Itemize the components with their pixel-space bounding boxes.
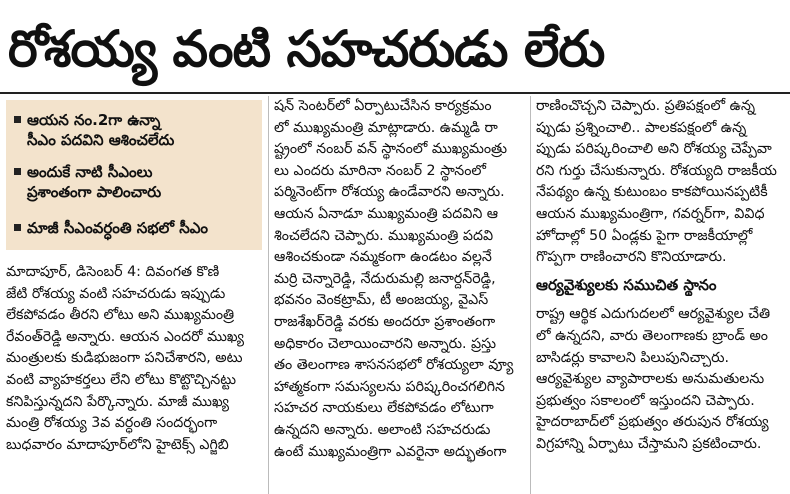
highlight-3: మాజీ సీఎంవర్ధంతి సభలో సీఎం [6,218,208,238]
text-line: రాజశేఖర్‌రెడ్డి వరకు అందరూ ప్రశాంతంగా [274,313,496,330]
text-line: సహచర నాయకులు లేకపోవడం లోటుగా [274,400,494,417]
headline: రోశయ్య వంటి సహచరుడు లేరు [8,20,605,78]
text-line: రాష్ట్ర ఆర్థిక ఎదుగుదలలో ఆర్యవైశ్యుల చేతి [536,306,771,323]
text-line: జేటి రోశయ్య వంటి సహచరుడు ఇప్పుడు [6,285,226,302]
text-line: ఉన్నదని అన్నారు. అలాంటి సహచరుడు [274,421,491,438]
text-line: గొప్పగా రాణించారని కొనియాడారు. [536,249,727,266]
column-divider [530,96,531,494]
column-2-text [274,96,526,463]
text-line: ఆశించకుండా నమ్మకంగా ఉండటం వల్లనే [274,249,492,266]
text-line: బుధవారం మాదాపూర్‌లోని హైటెక్స్ ఎగ్జిబి [6,436,229,453]
text-line: హైదరాబాద్‌లో ప్రభుత్వం తరుపున రోశయ్య [536,414,769,431]
text-line: ఆర్యవైశ్యుల వ్యాపారాలకు అనుమతులను [536,371,765,388]
text-line: రాణించొచ్చని చెప్పారు. ప్రతిపక్షంలో ఉన్న [536,98,756,114]
bullet-icon [14,168,21,175]
text-line: ప్పుడు ప్రశ్నించాలి.. పాలకపక్షంలో ఉన్న [536,119,747,136]
column-3-text-top [536,96,786,269]
highlights-box [6,100,262,250]
column-1 [6,96,264,494]
text-line: మర్రి చెన్నారెడ్డి, నేదురుమల్లి జనార్దన్‌రెడ్డి, [274,270,496,287]
text-line: నేపథ్యం ఉన్న కుటుంబం కాకపోయినప్పటికీ [536,184,768,201]
text-line: హోదాల్లో 50 ఏండ్లకు పైగా రాజకీయాల్లో [536,227,753,244]
subheading: ఆర్యవైశ్యులకు సముచిత స్థానం [536,275,717,294]
text-line: కనిపిస్తున్నదని పేర్కొన్నారు. మాజీ ముఖ్య [6,393,230,410]
bullet-icon [14,224,21,231]
text-line: మంత్రులకు కుడిభుజంగా పనిచేశారని, అటు [6,350,243,367]
text-line: శించలేదని చెప్పారు. ముఖ్యమంత్రి పదవి [274,227,494,244]
text-line: పర్మినెంట్‌గా రోశయ్య ఉండేవారని అన్నారు. [274,184,505,201]
text-line: మంత్రి రోశయ్య 3వ వర్ధంతి సందర్భంగా [6,415,218,432]
text-line: వంటి వ్యాహకర్తలు లేని లోటు కొట్టొచ్చినట్టు [6,371,237,388]
text-line: లేకపోవడం తీరని లోటు అని ముఖ్యమంత్రి [6,307,235,324]
text-line: షన్ సెంటర్‌లో ఏర్పాటుచేసిన కార్యక్రమం [274,98,492,114]
text-line: బాసిడర్లు కావాలని పిలుపునిచ్చారు. [536,349,730,366]
text-line: ఉంటే ముఖ్యమంత్రిగా ఎవరైనా అద్భుతంగా [274,443,507,460]
text-line: ప్పుడు పరిష్కరించాలి అని రోశయ్య చెప్పేవా [536,141,772,158]
text-line: తం తెలంగాణ శాసనసభలో రోశయ్యలా వ్యూ [274,357,514,374]
column-divider [268,96,269,494]
text-line: అధికారం చెలాయించారని అన్నారు. ప్రస్తు [274,335,496,352]
column-3 [536,96,786,494]
text-line: రేవంత్‌రెడ్డి అన్నారు. ఆయన ఎందరో ముఖ్య [6,328,244,345]
text-line: లో ఉన్నదని, వారు తెలంగాణకు బ్రాండ్ అం [536,327,768,344]
text-line: ఆయన ముఖ్యమంత్రిగా, గవర్నర్‌గా, వివిధ [536,205,765,222]
column-1-text [6,262,264,456]
text-line: ష్ట్రంలో నంబర్ వన్ స్థానంలో ముఖ్యమంత్రు [274,141,508,158]
column-3-text-bottom [536,304,786,455]
text-line: ప్రభుత్వం సకాలంలో ఇస్తుందని చెప్పారు. [536,392,755,409]
column-2 [274,96,526,494]
text-line: విగ్రహాన్ని ఏర్పాటు చేస్తామని ప్రకటించారు. [536,435,762,452]
text-line: లో ముఖ్యమంత్రి మాట్లాడారు. ఉమ్మడి రా [274,119,498,136]
text-line: ఆయన ఏనాడూ ముఖ్యమంత్రి పదవిని ఆ [274,205,499,222]
text-line: భవనం వెంకట్రామ్, టీ అంజయ్య, వైఎస్ [274,292,489,309]
bullet-icon [14,116,21,123]
text-line: రని గుర్తు చేసుకున్నారు. రోశయ్యది రాజకీయ [536,162,777,179]
highlight-2: అందుకే నాటి సీఎంలు ప్రశాంతంగా పాలించారు [6,162,161,202]
text-line: మాదాపూర్, డిసెంబర్ 4: దివంగత కొణి [6,264,220,280]
headline-rule [0,92,790,94]
text-line: హాత్మకంగా సమస్యలను పరిష్కరించగలిగిన [274,378,505,395]
text-line: లు ఎందరు మారినా నంబర్ 2 స్థానంలో [274,162,487,179]
highlight-1: ఆయన నం.2గా ఉన్నా సీఎం పదవిని ఆశించలేదు [6,110,174,150]
